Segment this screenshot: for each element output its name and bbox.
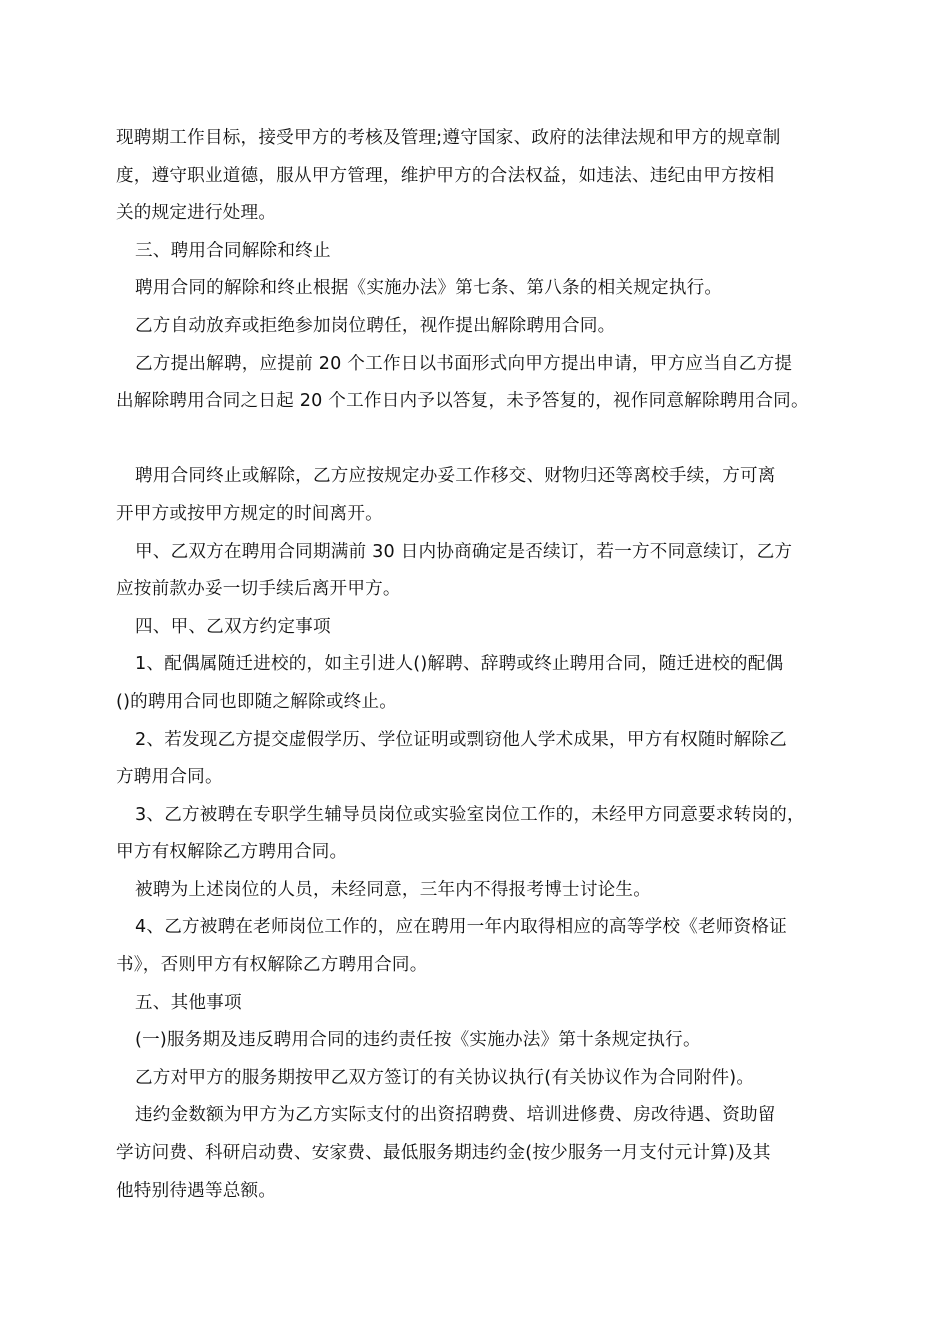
text-line: 乙方对甲方的服务期按甲乙双方签订的有关协议执行(有关协议作为合同附件)。 xyxy=(135,1067,755,1088)
section-heading: 四、甲、乙双方约定事项 xyxy=(135,616,331,637)
text-line: 学访问费、科研启动费、安家费、最低服务期违约金(按少服务一月支付元计算)及其 xyxy=(116,1143,771,1164)
text-line: 书》，否则甲方有权解除乙方聘用合同。 xyxy=(116,955,428,976)
text-line: 2、若发现乙方提交虚假学历、学位证明或剽窃他人学术成果，甲方有权随时解除乙 xyxy=(135,729,787,750)
text-line: 度，遵守职业道德，服从甲方管理，维护甲方的合法权益，如违法、违纪由甲方按相 xyxy=(116,165,775,186)
text-line: 甲、乙双方在聘用合同期满前 30 日内协商确定是否续订，若一方不同意续订，乙方 xyxy=(135,541,793,562)
paragraph-gap xyxy=(116,421,854,459)
text-line: 4、乙方被聘在老师岗位工作的，应在聘用一年内取得相应的高等学校《老师资格证 xyxy=(135,917,787,938)
text-line: 应按前款办妥一切手续后离开甲方。 xyxy=(116,579,401,600)
section-heading: 三、聘用合同解除和终止 xyxy=(135,240,331,261)
text-line: 1、配偶属随迁进校的，如主引进人()解聘、辞聘或终止聘用合同，随迁进校的配偶 xyxy=(135,654,784,675)
text-line: 乙方自动放弃或拒绝参加岗位聘任，视作提出解除聘用合同。 xyxy=(135,315,616,336)
text-line: 3、乙方被聘在专职学生辅导员岗位或实验室岗位工作的，未经甲方同意要求转岗的， xyxy=(135,804,805,825)
document-body xyxy=(116,120,854,1210)
text-line: 乙方提出解聘，应提前 20 个工作日以书面形式向甲方提出申请，甲方应当自乙方提 xyxy=(135,353,793,374)
text-line: 现聘期工作目标，接受甲方的考核及管理;遵守国家、政府的法律法规和甲方的规章制 xyxy=(116,128,781,148)
text-line: 被聘为上述岗位的人员，未经同意，三年内不得报考博士讨论生。 xyxy=(135,879,652,900)
text-line: 关的规定进行处理。 xyxy=(116,203,277,224)
section-heading: 五、其他事项 xyxy=(135,992,242,1013)
text-line: 出解除聘用合同之日起 20 个工作日内予以答复，未予答复的，视作同意解除聘用合同。 xyxy=(116,391,809,412)
text-line: (一)服务期及违反聘用合同的违约责任按《实施办法》第十条规定执行。 xyxy=(135,1030,701,1051)
text-line: 甲方有权解除乙方聘用合同。 xyxy=(116,842,348,863)
text-line: 聘用合同的解除和终止根据《实施办法》第七条、第八条的相关规定执行。 xyxy=(135,278,723,299)
text-line: 开甲方或按甲方规定的时间离开。 xyxy=(116,503,383,524)
text-line: 聘用合同终止或解除，乙方应按规定办妥工作移交、财物归还等离校手续，方可离 xyxy=(135,466,776,487)
text-line: 他特别待遇等总额。 xyxy=(116,1180,277,1201)
text-line: ()的聘用合同也即随之解除或终止。 xyxy=(116,691,398,712)
text-line: 方聘用合同。 xyxy=(116,767,223,788)
text-line: 违约金数额为甲方为乙方实际支付的出资招聘费、培训进修费、房改待遇、资助留 xyxy=(135,1105,776,1126)
